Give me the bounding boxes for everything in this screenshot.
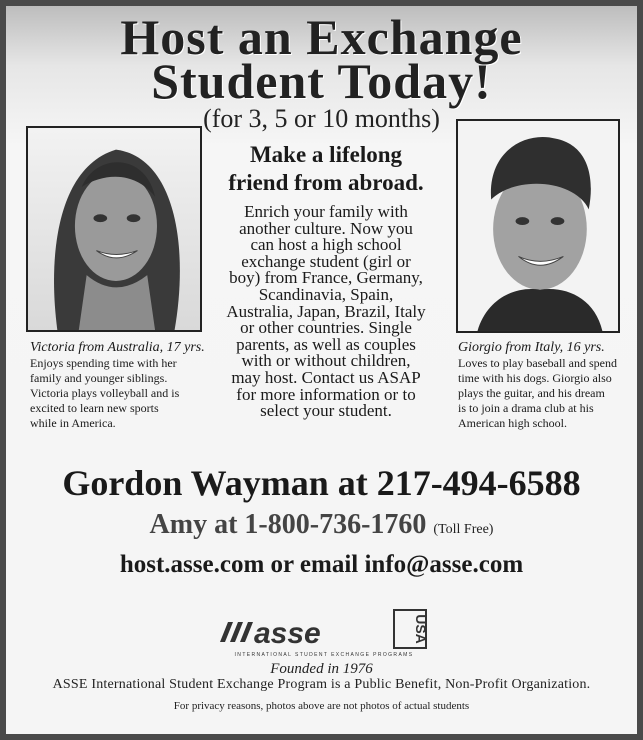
body-line: for more information or to (236, 384, 416, 404)
body-line: parents, as well as couples (236, 334, 416, 354)
portrait-girl-image (28, 128, 200, 330)
headline-line-1: Host an Exchange (120, 9, 523, 65)
caption-line: plays the guitar, and his dream (458, 386, 605, 400)
lede-line-2: friend from abroad. (228, 170, 424, 195)
lede-line-1: Make a lifelong (249, 142, 403, 167)
student-photo-giorgio (456, 119, 620, 333)
student-photo-victoria (26, 126, 202, 332)
caption-line: time with his dogs. Giorgio also (458, 371, 612, 385)
caption-line: Loves to play baseball and spend (458, 356, 617, 370)
contact-web-email: host.asse.com or email info@asse.com (119, 551, 524, 578)
logo-tagline: INTERNATIONAL STUDENT EXCHANGE PROGRAMS (234, 652, 414, 658)
body-line: select your student. (260, 401, 392, 421)
portrait-boy-image (458, 121, 618, 331)
caption-line: family and younger siblings. (30, 371, 168, 385)
asse-logo-mark (206, 604, 446, 660)
student-name-giorgio: Giorgio from Italy, 16 yrs. (458, 340, 605, 355)
headline-line-2: Student Today! (151, 53, 492, 109)
logo-country: USA (413, 614, 429, 644)
caption-line: while in America. (30, 416, 116, 430)
subhead: (for 3, 5 or 10 months) (203, 104, 440, 133)
body-line: boy) from France, Germany, (229, 268, 423, 288)
body-line: or other countries. Single (240, 318, 412, 338)
caption-giorgio (458, 340, 633, 431)
body-line: can host a high school (250, 235, 402, 255)
asse-logo (206, 604, 446, 660)
body-line: exchange student (girl or (241, 251, 411, 271)
logo-wordmark: asse (254, 617, 321, 650)
caption-line: excited to learn new sports (30, 401, 159, 415)
body-line: Australia, Japan, Brazil, Italy (226, 301, 426, 321)
body-line: with or without children, (241, 351, 411, 371)
contact-phone-gordon: Gordon Wayman at 217-494-6588 (62, 463, 581, 503)
founded-text: Founded in 1976 (270, 661, 373, 677)
caption-line: American high school. (458, 416, 567, 430)
toll-free-label: (Toll Free) (433, 522, 494, 537)
body-copy (206, 204, 446, 420)
student-name-victoria: Victoria from Australia, 17 yrs. (30, 340, 205, 355)
caption-line: is to join a drama club at his (458, 401, 594, 415)
body-line: may host. Contact us ASAP (231, 367, 421, 387)
caption-victoria (30, 340, 206, 431)
contact-phone-amy (6, 509, 637, 541)
caption-line: Enjoys spending time with her (30, 356, 177, 370)
privacy-note: For privacy reasons, photos above are not photos of actual students (173, 700, 470, 712)
body-line: Scandinavia, Spain, (258, 284, 394, 304)
caption-line: Victoria plays volleyball and is (30, 386, 180, 400)
contact-amy-text: Amy at 1-800-736-1760 (149, 509, 427, 540)
program-statement: ASSE International Student Exchange Program is a Public Benefit, Non-Profit Organization. (52, 677, 591, 692)
body-line: Enrich your family with (244, 202, 408, 221)
body-line: another culture. Now you (239, 218, 413, 238)
